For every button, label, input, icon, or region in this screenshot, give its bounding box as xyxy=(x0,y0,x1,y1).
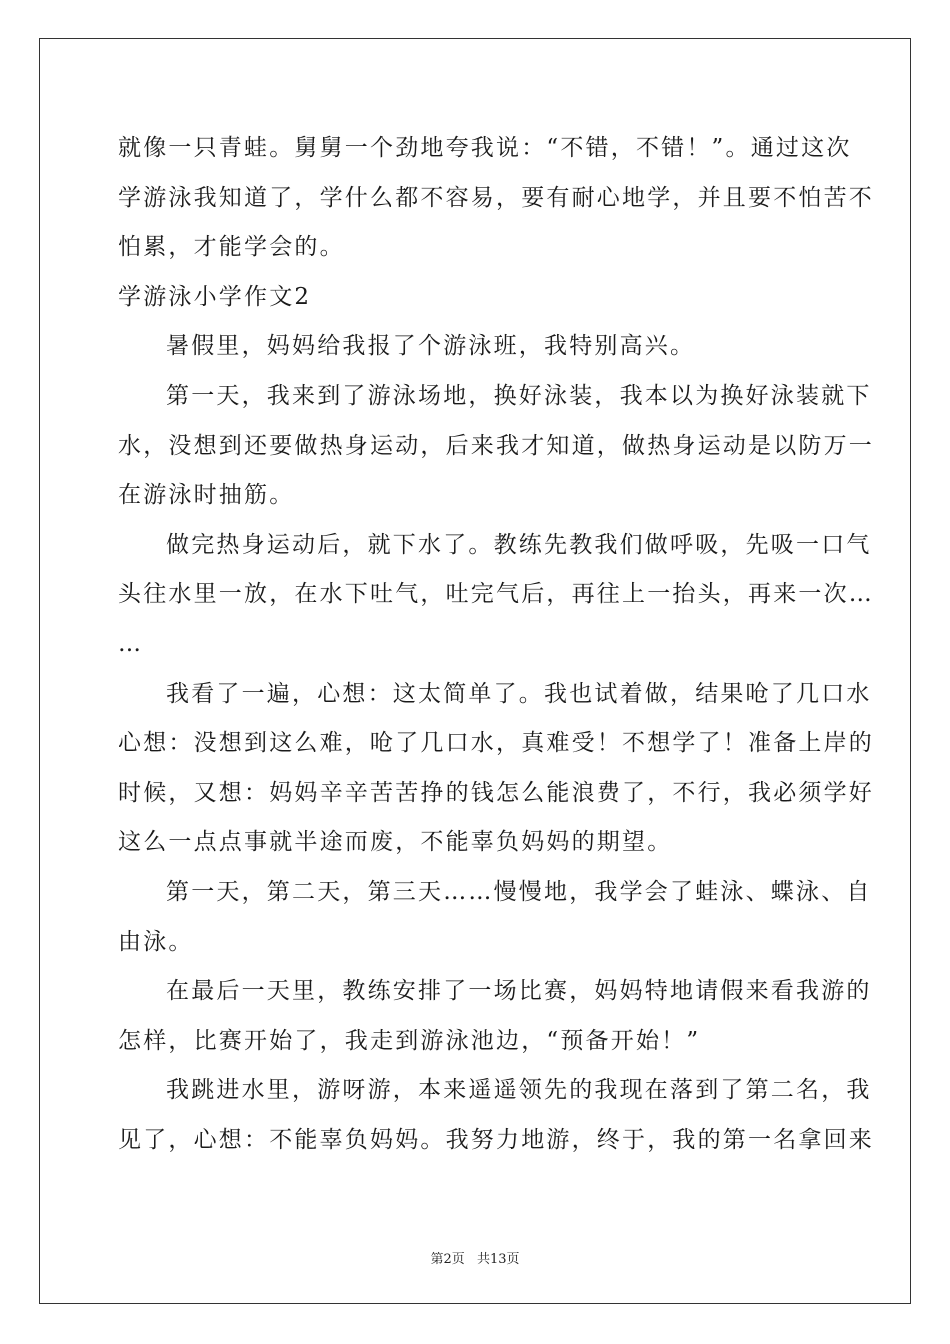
text-line: 第一天，我来到了游泳场地，换好泳装，我本以为换好泳装就下 xyxy=(166,382,872,409)
text-line: 头往水里一放，在水下吐气，吐完气后，再往上一抬头，再来一次… xyxy=(118,581,874,608)
text-line: 这么一点点事就半途而废，不能辜负妈妈的期望。 xyxy=(118,829,673,856)
page-footer xyxy=(0,1248,950,1267)
text-line: 怎样，比赛开始了，我走到游泳池边，“预备开始！” xyxy=(118,1027,701,1054)
text-line: 由泳。 xyxy=(118,928,194,955)
paragraph xyxy=(118,1066,874,1165)
text-line: 我跳进水里，游呀游，本来遥遥领先的我现在落到了第二名，我 xyxy=(166,1077,872,1104)
page-total: 共13页 xyxy=(476,1252,520,1267)
text-line: 学游泳我知道了，学什么都不容易，要有耐心地学，并且要不怕苦不 xyxy=(118,184,874,211)
paragraph xyxy=(118,273,834,323)
text-line: 在游泳时抽筋。 xyxy=(118,482,295,509)
paragraph xyxy=(118,670,874,868)
text-line: 心想：没想到这么难，呛了几口水，真难受！不想学了！准备上岸的 xyxy=(118,730,874,757)
text-line: 第一天，第二天，第三天……慢慢地，我学会了蛙泳、蝶泳、自 xyxy=(166,878,872,905)
paragraph xyxy=(118,521,874,670)
paragraph xyxy=(118,868,872,967)
paragraph xyxy=(118,322,834,372)
paragraph xyxy=(118,967,872,1066)
text-line: 水，没想到还要做热身运动，后来我才知道，做热身运动是以防万一 xyxy=(118,432,874,459)
text-line: 见了，心想：不能辜负妈妈。我努力地游，终于，我的第一名拿回来 xyxy=(118,1126,874,1153)
text-line: … xyxy=(118,630,144,657)
paragraph xyxy=(118,124,874,273)
text-line: 就像一只青蛙。舅舅一个劲地夸我说：“不错，不错！”。通过这次 xyxy=(118,135,852,161)
text-line: 怕累，才能学会的。 xyxy=(118,234,345,261)
text-line: 学游泳小学作文2 xyxy=(118,283,312,310)
document-body xyxy=(118,124,874,1165)
text-line: 暑假里，妈妈给我报了个游泳班，我特别高兴。 xyxy=(166,333,696,360)
text-line: 在最后一天里，教练安排了一场比赛，妈妈特地请假来看我游的 xyxy=(166,978,872,1005)
page-number: 第2页 xyxy=(430,1252,465,1267)
text-line: 我看了一遍，心想：这太简单了。我也试着做，结果呛了几口水 xyxy=(166,680,872,707)
paragraph xyxy=(118,372,874,521)
text-line: 时候，又想：妈妈辛辛苦苦挣的钱怎么能浪费了，不行，我必须学好 xyxy=(118,779,874,806)
text-line: 做完热身运动后，就下水了。教练先教我们做呼吸，先吸一口气 xyxy=(166,531,872,558)
